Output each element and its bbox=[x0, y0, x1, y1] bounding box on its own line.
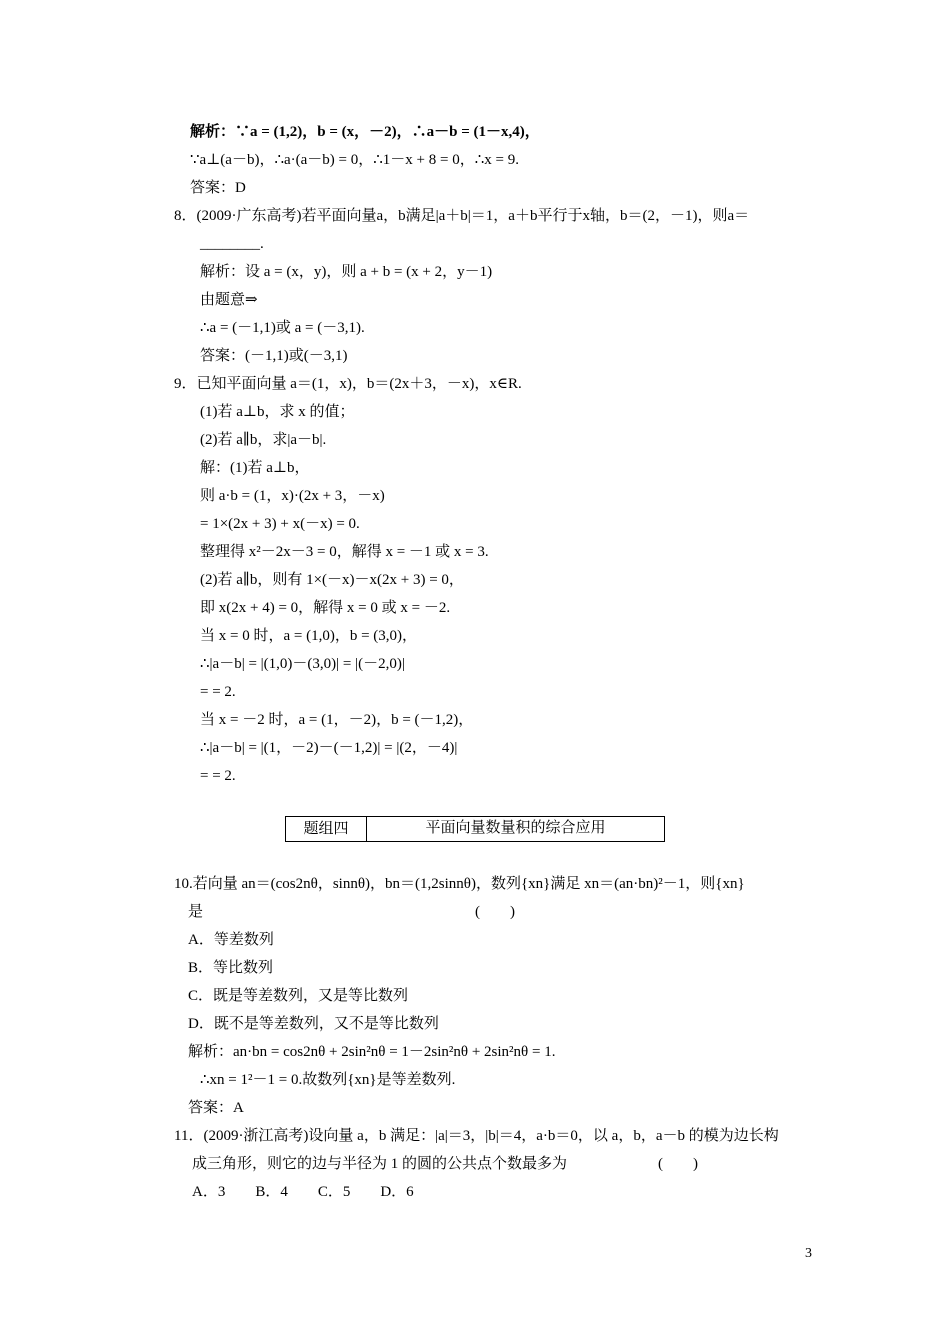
page-number: 3 bbox=[805, 1246, 812, 1261]
question-10-bracket: ( ) bbox=[475, 904, 515, 920]
solution-9-line-6: 即 x(2x + 4) = 0，解得 x = 0 或 x = －2. bbox=[200, 600, 451, 616]
solution-9-line-11: ∴|a－b| = |(1，－2)－(－1,2)| = |(2，－4)| bbox=[200, 740, 458, 756]
question-9-part-1: (1)若 a⊥b，求 x 的值； bbox=[200, 404, 355, 420]
solution-9-line-9: = = 2. bbox=[200, 684, 236, 700]
solution-7-line-2: ∵a⊥(a－b)，∴a·(a－b) = 0，∴1－x + 8 = 0，∴x = 9. bbox=[190, 152, 519, 168]
solution-7-line-1: 解析：∵a = (1,2)，b = (x，－2)，∴a－b = (1－x,4)， bbox=[190, 124, 540, 140]
solution-9-line-5: (2)若 a∥b，则有 1×(－x)－x(2x + 3) = 0， bbox=[200, 572, 464, 588]
option-10-c: C．既是等差数列，又是等比数列 bbox=[188, 988, 409, 1004]
solution-10-line-1: 解析：an·bn = cos2nθ + 2sin²nθ = 1－2sin²nθ + 2sin²nθ = 1. bbox=[188, 1044, 556, 1060]
solution-8-line-2: 由题意⇒ bbox=[200, 292, 258, 308]
solution-9-line-8: ∴|a－b| = |(1,0)－(3,0)| = |(－2,0)| bbox=[200, 656, 405, 672]
question-9: 9．已知平面向量 a＝(1，x)，b＝(2x＋3，－x)，x∈R. bbox=[174, 376, 522, 392]
question-8: 8．(2009·广东高考)若平面向量a，b满足|a＋b|＝1，a＋b平行于x轴，b＝(2，－1)，则a＝ bbox=[174, 208, 750, 224]
answer-10: 答案：A bbox=[188, 1100, 244, 1116]
answer-8: 答案：(－1,1)或(－3,1) bbox=[200, 348, 348, 364]
question-10-cont: 是 bbox=[188, 904, 204, 920]
solution-10-line-2: ∴xn = 1²－1 = 0.故数列{xn}是等差数列. bbox=[200, 1072, 456, 1088]
solution-9-line-12: = = 2. bbox=[200, 768, 236, 784]
solution-9-line-2: 则 a·b = (1，x)·(2x + 3，－x) bbox=[200, 488, 385, 504]
options-11: A．3 B．4 C．5 D．6 bbox=[192, 1184, 414, 1200]
group-label: 题组四 bbox=[286, 817, 367, 841]
group-header-table bbox=[285, 816, 665, 842]
question-11-bracket: ( ) bbox=[658, 1156, 698, 1172]
solution-9-line-10: 当 x = －2 时，a = (1，－2)，b = (－1,2)， bbox=[200, 712, 474, 728]
group-title: 平面向量数量积的综合应用 bbox=[425, 820, 606, 836]
solution-8-line-3: ∴a = (－1,1)或 a = (－3,1). bbox=[200, 320, 365, 336]
option-10-b: B．等比数列 bbox=[188, 960, 274, 976]
question-8-blank: ________. bbox=[200, 236, 264, 252]
solution-9-line-7: 当 x = 0 时，a = (1,0)，b = (3,0)， bbox=[200, 628, 418, 644]
solution-8-line-1: 解析：设 a = (x，y)，则 a + b = (x + 2，y－1) bbox=[200, 264, 493, 280]
question-11: 11．(2009·浙江高考)设向量 a，b 满足：|a|＝3，|b|＝4，a·b＝0，以 a，b，a－b 的模为边长构 bbox=[174, 1128, 779, 1144]
question-9-part-2: (2)若 a∥b，求|a－b|. bbox=[200, 432, 327, 448]
option-10-a: A．等差数列 bbox=[188, 932, 274, 948]
answer-7: 答案：D bbox=[190, 180, 246, 196]
solution-9-line-1: 解：(1)若 a⊥b， bbox=[200, 460, 310, 476]
question-11-cont: 成三角形，则它的边与半径为 1 的圆的公共点个数最多为 bbox=[192, 1156, 568, 1172]
solution-9-line-4: 整理得 x²－2x－3 = 0，解得 x = －1 或 x = 3. bbox=[200, 544, 489, 560]
option-10-d: D．既不是等差数列，又不是等比数列 bbox=[188, 1016, 439, 1032]
solution-9-line-3: = 1×(2x + 3) + x(－x) = 0. bbox=[200, 516, 360, 532]
question-10: 10.若向量 an＝(cos2nθ，sinnθ)，bn＝(1,2sinnθ)，数列{xn}满足 xn＝(an·bn)²－1，则{xn} bbox=[174, 876, 745, 892]
